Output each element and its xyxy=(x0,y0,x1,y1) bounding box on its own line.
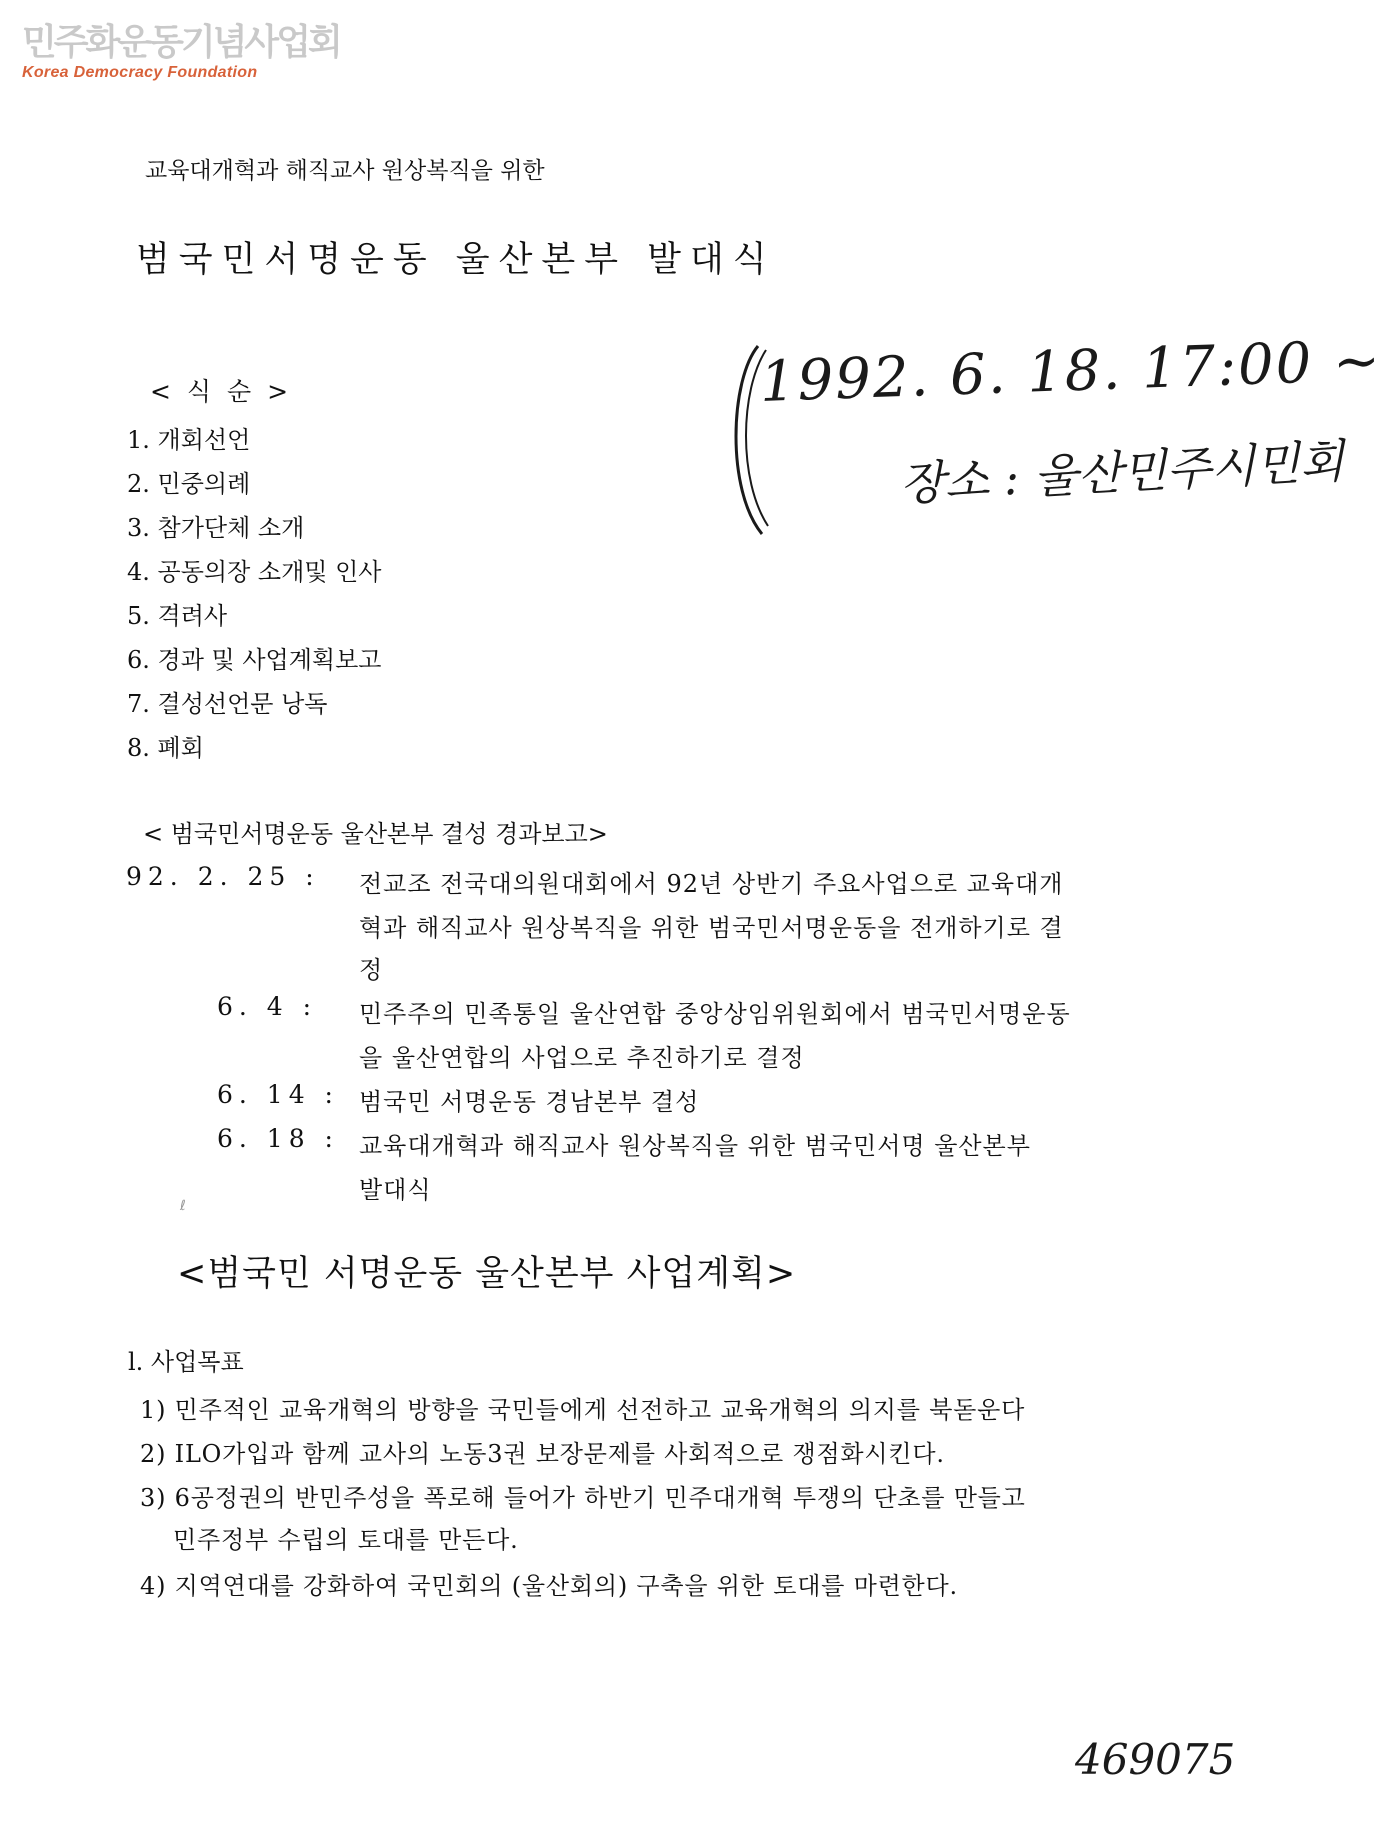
goal-item: 4) 지역연대를 강화하여 국민회의 (울산회의) 구축을 위한 토대를 마련한다. xyxy=(140,1572,958,1600)
scan-mark: ℓ xyxy=(180,1198,186,1214)
order-heading: < 식 순 > xyxy=(150,377,293,406)
report-line: 혁과 해직교사 원상복직을 위한 범국민서명운동을 전개하기로 결 xyxy=(359,914,1064,942)
handwritten-date: 1992. 6. 18. 17:00 ~ xyxy=(758,328,1383,415)
report-line: 범국민 서명운동 경남본부 결성 xyxy=(359,1088,700,1116)
order-item: 5. 격려사 xyxy=(127,602,228,630)
order-item: 8. 폐회 xyxy=(127,734,204,762)
watermark-org-korean: 민주화운동기념사업회 xyxy=(22,22,340,63)
order-item: 7. 결성선언문 낭독 xyxy=(127,690,328,718)
handwritten-archive-number: 469075 xyxy=(1075,1735,1236,1784)
watermark-org-english: Korea Democracy Foundation xyxy=(22,64,258,81)
order-item: 6. 경과 및 사업계획보고 xyxy=(127,646,382,674)
document-subtitle: 교육대개혁과 해직교사 원상복직을 위한 xyxy=(145,158,545,184)
goal-item: 2) ILO가입과 함께 교사의 노동3권 보장문제를 사회적으로 쟁점화시킨다. xyxy=(140,1440,945,1468)
report-date: 6. 18 : xyxy=(217,1124,339,1153)
report-line: 전교조 전국대의원대회에서 92년 상반기 주요사업으로 교육대개 xyxy=(359,870,1064,898)
order-item: 4. 공동의장 소개및 인사 xyxy=(127,558,382,586)
document-title: 범국민서명운동 울산본부 발대식 xyxy=(136,240,776,280)
goal-item-continuation: 민주정부 수립의 토대를 만든다. xyxy=(173,1526,519,1554)
report-line: 교육대개혁과 해직교사 원상복직을 위한 범국민서명 울산본부 xyxy=(359,1132,1031,1160)
order-item: 3. 참가단체 소개 xyxy=(127,514,305,542)
goal-item: 1) 민주적인 교육개혁의 방향을 국민들에게 선전하고 교육개혁의 의지를 북돋운다 xyxy=(140,1396,1026,1424)
order-item: 1. 개회선언 xyxy=(127,426,251,454)
report-date: 6. 4 : xyxy=(217,992,318,1021)
report-date: 6. 14 : xyxy=(217,1080,339,1109)
report-line: 을 울산연합의 사업으로 추진하기로 결정 xyxy=(359,1044,805,1072)
report-line: 민주주의 민족통일 울산연합 중앙상임위원회에서 범국민서명운동 xyxy=(359,1000,1071,1028)
plan-heading: <범국민 서명운동 울산본부 사업계획> xyxy=(177,1254,797,1294)
handwritten-place: 장소 : 울산민주시민회 xyxy=(898,433,1346,511)
report-date: 92. 2. 25 : xyxy=(126,862,320,891)
goal-heading: l. 사업목표 xyxy=(128,1348,244,1376)
order-item: 2. 민중의례 xyxy=(127,470,251,498)
goal-item: 3) 6공정권의 반민주성을 폭로해 들어가 하반기 민주대개혁 투쟁의 단초를 만들고 xyxy=(140,1484,1026,1512)
report-line: 발대식 xyxy=(359,1176,432,1204)
report-heading: < 범국민서명운동 울산본부 결성 경과보고> xyxy=(143,820,608,848)
report-line: 정 xyxy=(359,956,384,984)
